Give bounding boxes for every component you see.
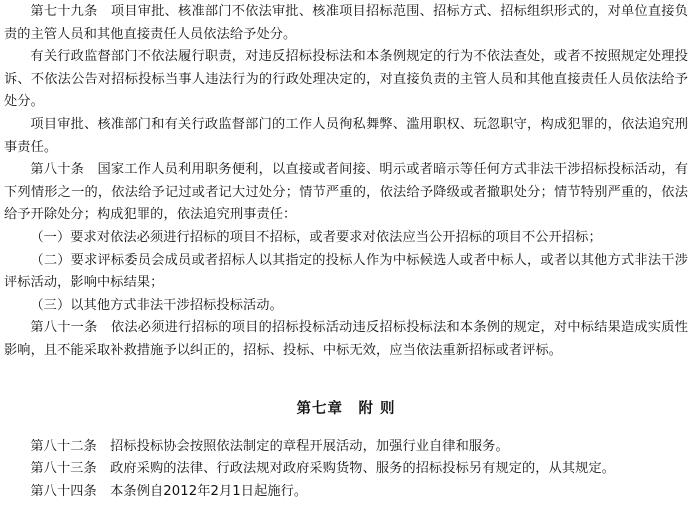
chapter-heading: 第七章 附 则 xyxy=(296,400,396,417)
article-80: 第八十条 国家工作人员利用职务便利，以直接或者间接、明示或者暗示等任何方式非法干涉招标投标活动，有下列情形之一的，依法给予记过或者记大过处分；情节严重的，依法给予降级或者撤职处分；情节特别严重的，依法给予开除处分；构成犯罪的，依法追究刑事责任： xyxy=(4,162,688,223)
article-79-paragraph-3: 项目审批、核准部门和有关行政监督部门的工作人员徇私舞弊、滥用职权、玩忽职守，构成犯罪的，依法追究刑事责任。 xyxy=(4,116,688,155)
article-79: 第七十九条 项目审批、核准部门不依法审批、核准项目招标范围、招标方式、招标组织形式的，对单位直接负责的主管人员和其他直接责任人员依法给予处分。 xyxy=(4,4,688,42)
article-81: 第八十一条 依法必须进行招标的项目的招标投标活动违反招标投标法和本条例的规定，对中标结果造成实质性影响，且不能采取补救措施予以纠正的，招标、投标、中标无效，应当依法重新招标或者评标。 xyxy=(4,320,688,358)
article-80-item-2: （二）要求评标委员会成员或者招标人以其指定的投标人作为中标候选人或者中标人，或者以其他方式非法干涉评标活动，影响中标结果； xyxy=(4,252,688,291)
article-79-paragraph-2: 有关行政监督部门不依法履行职责，对违反招标投标法和本条例规定的行为不依法查处，或者不按照规定处理投诉、不依法公告对招标投标当事人违法行为的行政处理决定的，对直接负责的主管人员和其他直接责任人员依法给予处分。 xyxy=(4,49,688,110)
article-83: 第八十三条 政府采购的法律、行政法规对政府采购货物、服务的招标投标另有规定的，从其规定。 xyxy=(30,461,616,477)
document-page xyxy=(4,1,688,503)
article-80-item-1: （一）要求对依法必须进行招标的项目不招标，或者要求对依法应当公开招标的项目不公开招标； xyxy=(30,229,602,245)
article-82: 第八十二条 招标投标协会按照依法制定的章程开展活动，加强行业自律和服务。 xyxy=(30,438,509,454)
article-84: 第八十四条 本条例自2012年2月1日起施行。 xyxy=(30,483,308,499)
spacer xyxy=(4,363,688,398)
article-80-item-3: （三）以其他方式非法干涉招标投标活动。 xyxy=(30,297,283,313)
spacer xyxy=(4,420,688,436)
